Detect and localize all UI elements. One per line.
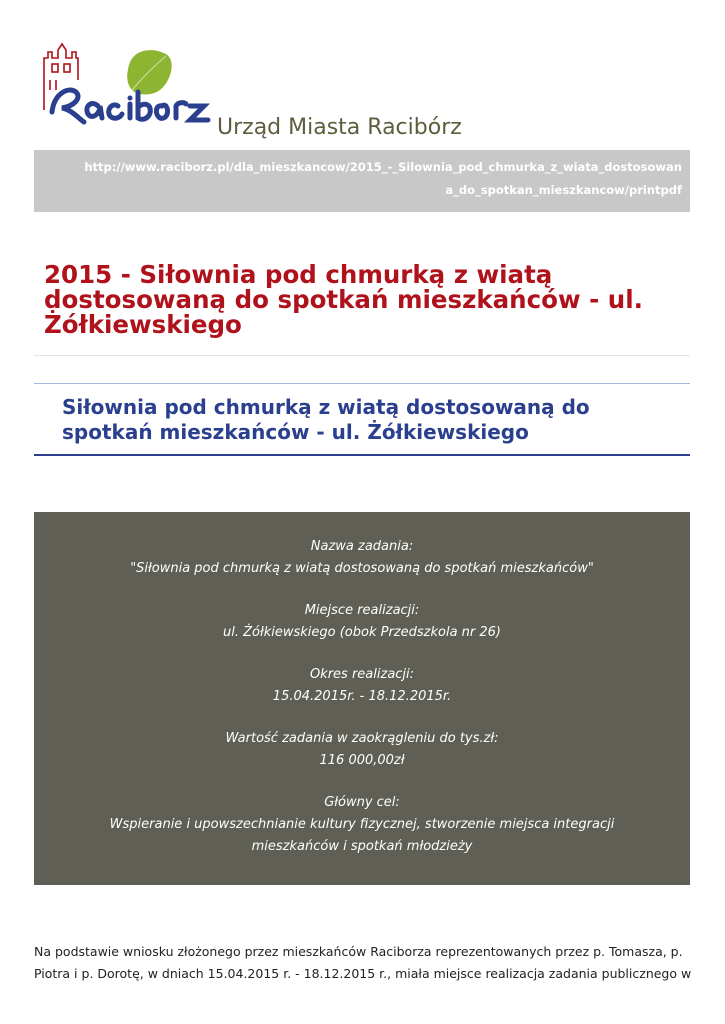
divider bbox=[34, 383, 690, 384]
raciborz-logo-graphic bbox=[38, 40, 213, 128]
info-label: Miejsce realizacji: bbox=[304, 603, 420, 618]
task-info-box bbox=[34, 512, 690, 885]
organization-name: Urząd Miasta Racibórz bbox=[217, 115, 462, 140]
article-subtitle: Siłownia pod chmurką z wiatą dostosowaną do spotkań mieszkańców - ul. Żółkiewskiego bbox=[62, 395, 590, 444]
info-value: mieszkańców i spotkań młodzieży bbox=[251, 839, 473, 854]
info-value: 116 000,00zł bbox=[319, 753, 405, 768]
divider bbox=[34, 355, 690, 356]
divider bbox=[34, 454, 690, 456]
body-paragraph: Na podstawie wniosku złożonego przez mieszkańców Raciborza reprezentowanych przez p. Tomasza, p. Piotra i p. Dorotę, w dniach 15.04.2015 r. - 18.12.2015 r., miała miejsce realizacja zadania publicznego w bbox=[34, 944, 692, 981]
info-task-name bbox=[34, 536, 690, 580]
info-location bbox=[34, 600, 690, 644]
info-value: Wspieranie i upowszechnianie kultury fizycznej, stworzenie miejsca integracji bbox=[109, 817, 615, 832]
page-title: 2015 - Siłownia pod chmurką z wiatą dostosowaną do spotkań mieszkańców - ul. Żółkiewskiego bbox=[44, 260, 643, 339]
info-label: Wartość zadania w zaokrągleniu do tys.zł: bbox=[225, 731, 499, 746]
info-label: Główny cel: bbox=[324, 795, 400, 810]
info-value: 15.04.2015r. - 18.12.2015r. bbox=[272, 689, 452, 704]
raciborz-logo bbox=[38, 40, 213, 128]
info-label: Okres realizacji: bbox=[309, 667, 415, 682]
info-value: "Siłownia pod chmurką z wiatą dostosowaną do spotkań mieszkańców" bbox=[130, 561, 594, 576]
info-value: ul. Żółkiewskiego (obok Przedszkola nr 26) bbox=[223, 625, 501, 640]
info-label: Nazwa zadania: bbox=[310, 539, 414, 554]
info-value-amount bbox=[34, 728, 690, 772]
page-url[interactable] bbox=[42, 156, 682, 202]
info-main-goal bbox=[34, 792, 690, 858]
url-line-1: http://www.raciborz.pl/dla_mieszkancow/2015_-_Silownia_pod_chmurka_z_wiata_dostosowan bbox=[84, 160, 682, 174]
url-line-2: a_do_spotkan_mieszkancow/printpdf bbox=[445, 183, 682, 197]
url-bar bbox=[34, 150, 690, 212]
info-period bbox=[34, 664, 690, 708]
